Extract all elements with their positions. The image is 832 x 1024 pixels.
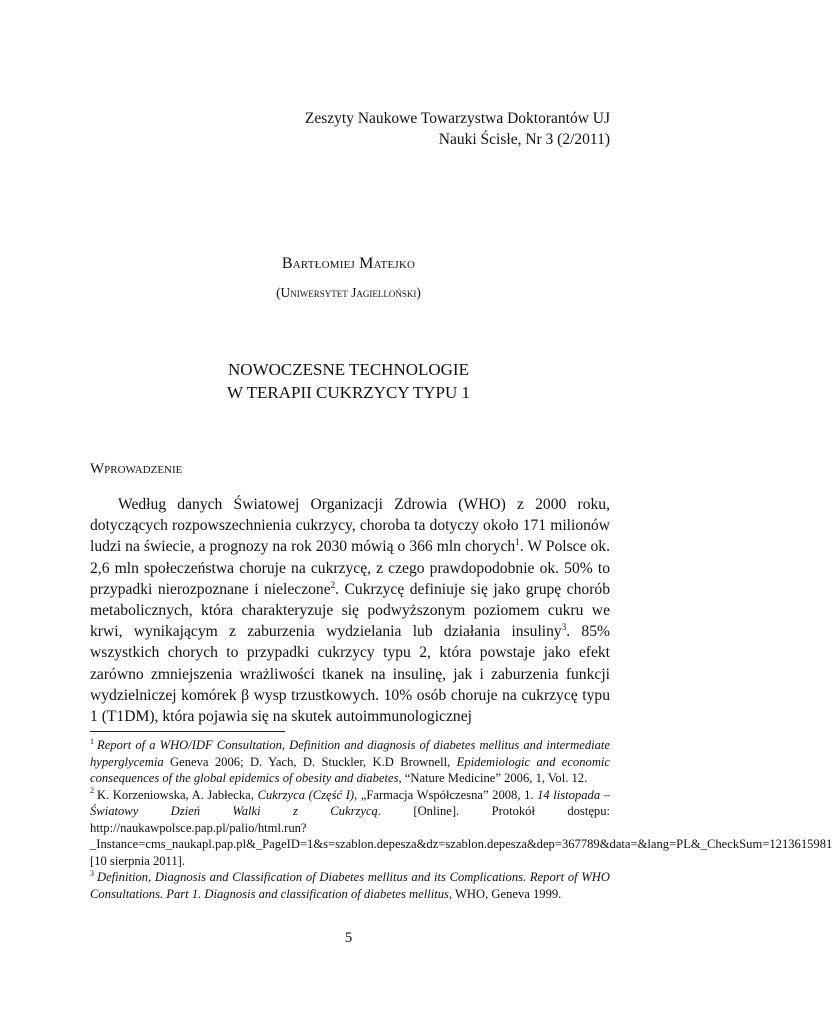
footnote-text: , „Farmacja Współczesna” 2008, 1.: [354, 787, 538, 802]
footnote-2: [90, 786, 832, 870]
body-paragraph: [90, 494, 610, 727]
author-block: [0, 255, 697, 301]
journal-name: Zeszyty Naukowe Towarzystwa Doktorantów UJ: [304, 110, 610, 127]
footnote-3: [90, 869, 610, 902]
body-text-segment: . 85% wszystkich chorych to przypadki cukrzycy typu 2, która powstaje jako efekt zarówno zmniejszenia wrażliwości tkanek na insulinę, jak i zaburzenia funkcji wydzielniczej komórek β wysp trzustkowych. 10% osób choruje na cukrzycę typu 1 (T1DM), która pojawia się na skutek autoimmunologicznej: [90, 623, 610, 726]
footnote-divider: [90, 731, 285, 732]
footnote-number: 3: [90, 868, 94, 878]
footnotes: [90, 736, 832, 902]
journal-issue: Nauki Ścisłe, Nr 3 (2/2011): [438, 131, 610, 148]
author-name: Bartłomiej Matejko: [281, 255, 416, 272]
footnote-text: K. Korzeniowska, A. Jabłecka,: [97, 787, 258, 802]
footnote-number: 1: [90, 736, 94, 746]
title-line-2: W TERAPII CUKRZYCY TYPU 1: [226, 383, 471, 402]
footnote-text: , “Nature Medicine” 2006, 1, Vol. 12.: [398, 771, 588, 785]
footnote-citation-title: Cukrzyca (Część I): [257, 787, 355, 802]
footnote-1: [90, 737, 610, 787]
body-text-segment: . Cukrzycę definiuje się jako grupę chorób metabolicznych, która charakteryzuje się podwyższonym poziomem cukru we krwi, wynikającym z zaburzenia wydzielania lub działania insuliny: [90, 580, 610, 641]
paragraph-text: [90, 494, 610, 727]
article-title: [0, 358, 697, 404]
footnote-ref[interactable]: 2: [330, 579, 336, 590]
author-affiliation: (Uniwersytet Jagielloński): [276, 285, 421, 300]
body-text-segment: Według danych Światowej Organizacji Zdrowia (WHO) z 2000 roku, dotyczących rozpowszechnienia cukrzycy, choroba ta dotyczy około 171 milionów ludzi na świecie, a prognozy na rok 2030 mówią o 366 mln chorych: [90, 496, 610, 556]
footnote-citation-title: Definition, Diagnosis and Classification of Diabetes mellitus and its Complications. Report of WHO Consultations. Part 1. Diagnosis and classification of diabetes mellitus: [90, 870, 610, 901]
section-heading: Wprowadzenie: [90, 461, 183, 477]
footnote-citation-title: Epidemiologic and economic consequences of the global epidemics of obesity and diabetes: [90, 754, 610, 785]
footnote-text: , WHO, Geneva 1999.: [448, 886, 562, 901]
footnote-ref[interactable]: 1: [515, 537, 520, 548]
footnote-citation-title: Report of a WHO/IDF Consultation, Definition and diagnosis of diabetes mellitus and intermediate hyperglycemia: [90, 738, 610, 769]
footnote-citation-title: 14 listopada – Światowy Dzień Walki z Cukrzycą: [90, 787, 610, 818]
journal-header: [305, 108, 610, 150]
footnote-ref[interactable]: 3: [561, 622, 567, 633]
footnote-text: . [Online]. Protokół dostępu: http://naukawpolsce.pap.pl/palio/html.run?_Instance=cms_naukapl.pap.pl&_PageID=1&s=szablon.depesza&dz=szablon.depesza&dep=367789&data=&lang=PL&_CheckSum=1213615981 [10 sierpnia 2011].: [90, 804, 832, 868]
footnote-text: Geneva 2006; D. Yach, D. Stuckler, K.D Brownell,: [163, 754, 457, 769]
title-line-1: NOWOCZESNE TECHNOLOGIE: [228, 360, 469, 379]
body-text-segment: . W Polsce ok. 2,6 mln społeczeństwa choruje na cukrzycę, z czego prawdopodobnie ok. 50% to przypadki nierozpoznane i nieleczone: [90, 538, 610, 598]
footnote-number: 2: [90, 786, 94, 796]
page-number: 5: [344, 930, 353, 946]
